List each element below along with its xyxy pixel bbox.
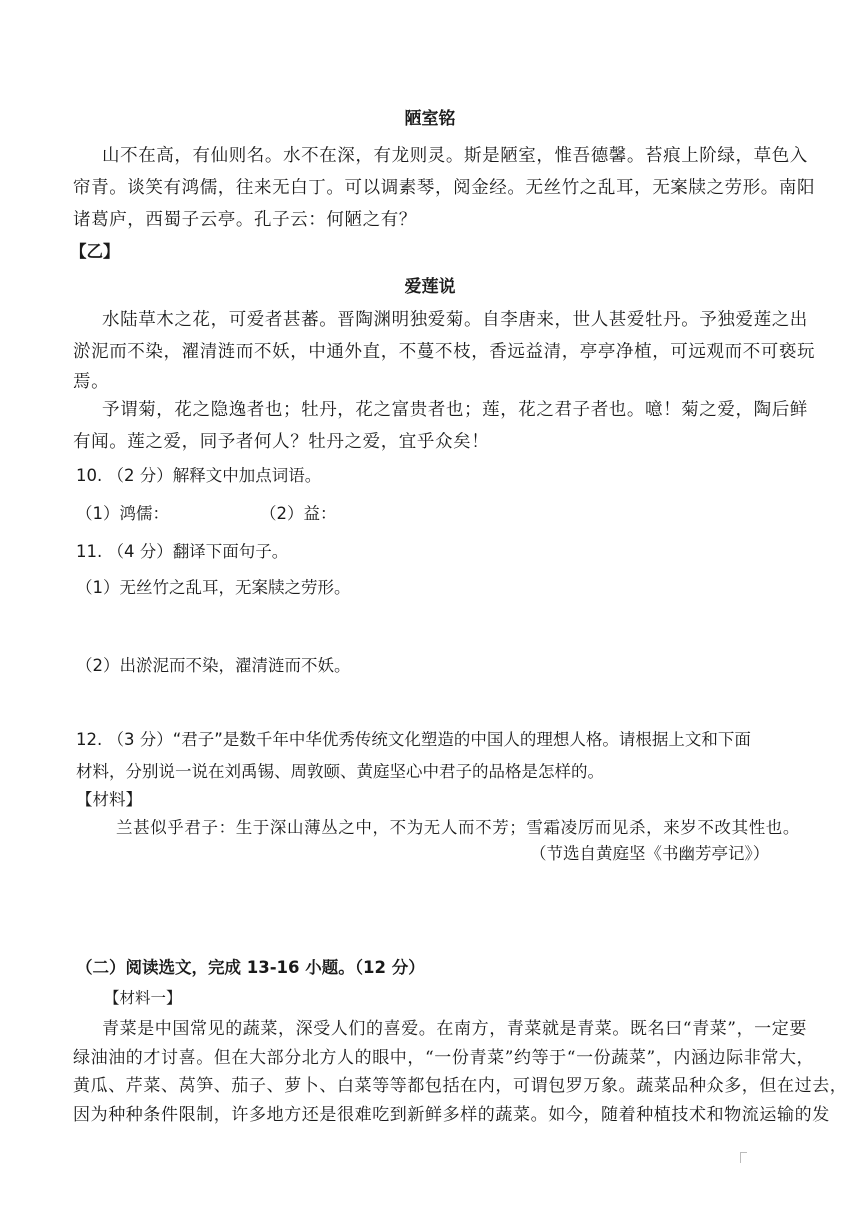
material-label: 【材料】	[76, 790, 142, 809]
article-line: 黄瓜、芹菜、莴笋、茄子、萝卜、白菜等等都包括在内，可谓包罗万象。蔬菜品种众多，但在过去，	[73, 1076, 848, 1096]
material-1-label: 【材料一】	[104, 989, 182, 1007]
question-11-item-1: （1）无丝竹之乱耳，无案牍之劳形。	[76, 578, 351, 597]
question-10-item-1: （1）鸿儒：	[76, 504, 169, 523]
passage-line: 予谓菊，花之隐逸者也；牡丹，花之富贵者也；莲，花之君子者也。噫！菊之爱，陶后鲜	[102, 400, 808, 420]
question-10-stem: 10. （2 分）解释文中加点词语。	[76, 466, 322, 485]
passage-line: 帘青。谈笑有鸿儒，往来无白丁。可以调素琴，阅金经。无丝竹之乱耳，无案牍之劳形。南阳	[73, 178, 816, 198]
question-10-item-2: （2）益：	[260, 504, 337, 523]
passage-line: 山不在高，有仙则名。水不在深，有龙则灵。斯是陋室，惟吾德馨。苔痕上阶绿，草色入	[102, 146, 808, 166]
article-line: 绿油油的才讨喜。但在大部分北方人的眼中，“一份青菜”约等于“一份蔬菜”，内涵边际非常大，	[73, 1048, 815, 1068]
passage-line: 焉。	[73, 372, 110, 392]
material-source: （节选自黄庭坚《书幽芳亭记》）	[530, 844, 770, 863]
scan-corner-mark	[740, 1152, 747, 1163]
passage-line: 有闻。莲之爱，同予者何人？牡丹之爱，宜乎众矣！	[73, 432, 490, 452]
question-11-item-2: （2）出淤泥而不染，濯清涟而不妖。	[76, 656, 351, 675]
passage-title-ailianshuo: 爱莲说	[404, 277, 456, 297]
material-text: 兰甚似乎君子：生于深山薄丛之中，不为无人而不芳；雪霜凌厉而见杀，来岁不改其性也。	[116, 818, 800, 837]
question-11-stem: 11. （4 分）翻译下面句子。	[76, 542, 289, 561]
section-2-heading: （二）阅读选文，完成 13-16 小题。（12 分）	[76, 958, 425, 977]
question-12-stem-line-1: 12. （3 分）“君子”是数千年中华优秀传统文化塑造的中国人的理想人格。请根据上文和下面	[76, 730, 751, 749]
passage-line: 水陆草木之花，可爱者甚蕃。晋陶渊明独爱菊。自李唐来，世人甚爱牡丹。予独爱莲之出	[102, 310, 808, 330]
passage-line: 淤泥而不染，濯清涟而不妖，中通外直，不蔓不枝，香远益清，亭亭净植，可远观而不可亵玩	[73, 342, 816, 362]
passage-title-loushiming: 陋室铭	[404, 109, 456, 129]
question-12-stem-line-2: 材料，分别说一说在刘禹锡、周敦颐、黄庭坚心中君子的品格是怎样的。	[76, 762, 604, 781]
article-line: 因为种种条件限制，许多地方还是很难吃到新鲜多样的蔬菜。如今，随着种植技术和物流运输的发	[73, 1105, 830, 1125]
passage-label-yi: 【乙】	[70, 242, 120, 261]
passage-line: 诸葛庐，西蜀子云亭。孔子云：何陋之有？	[73, 210, 417, 230]
article-line: 青菜是中国常见的蔬菜，深受人们的喜爱。在南方，青菜就是青菜。既名曰“青菜”，一定要	[102, 1019, 807, 1039]
